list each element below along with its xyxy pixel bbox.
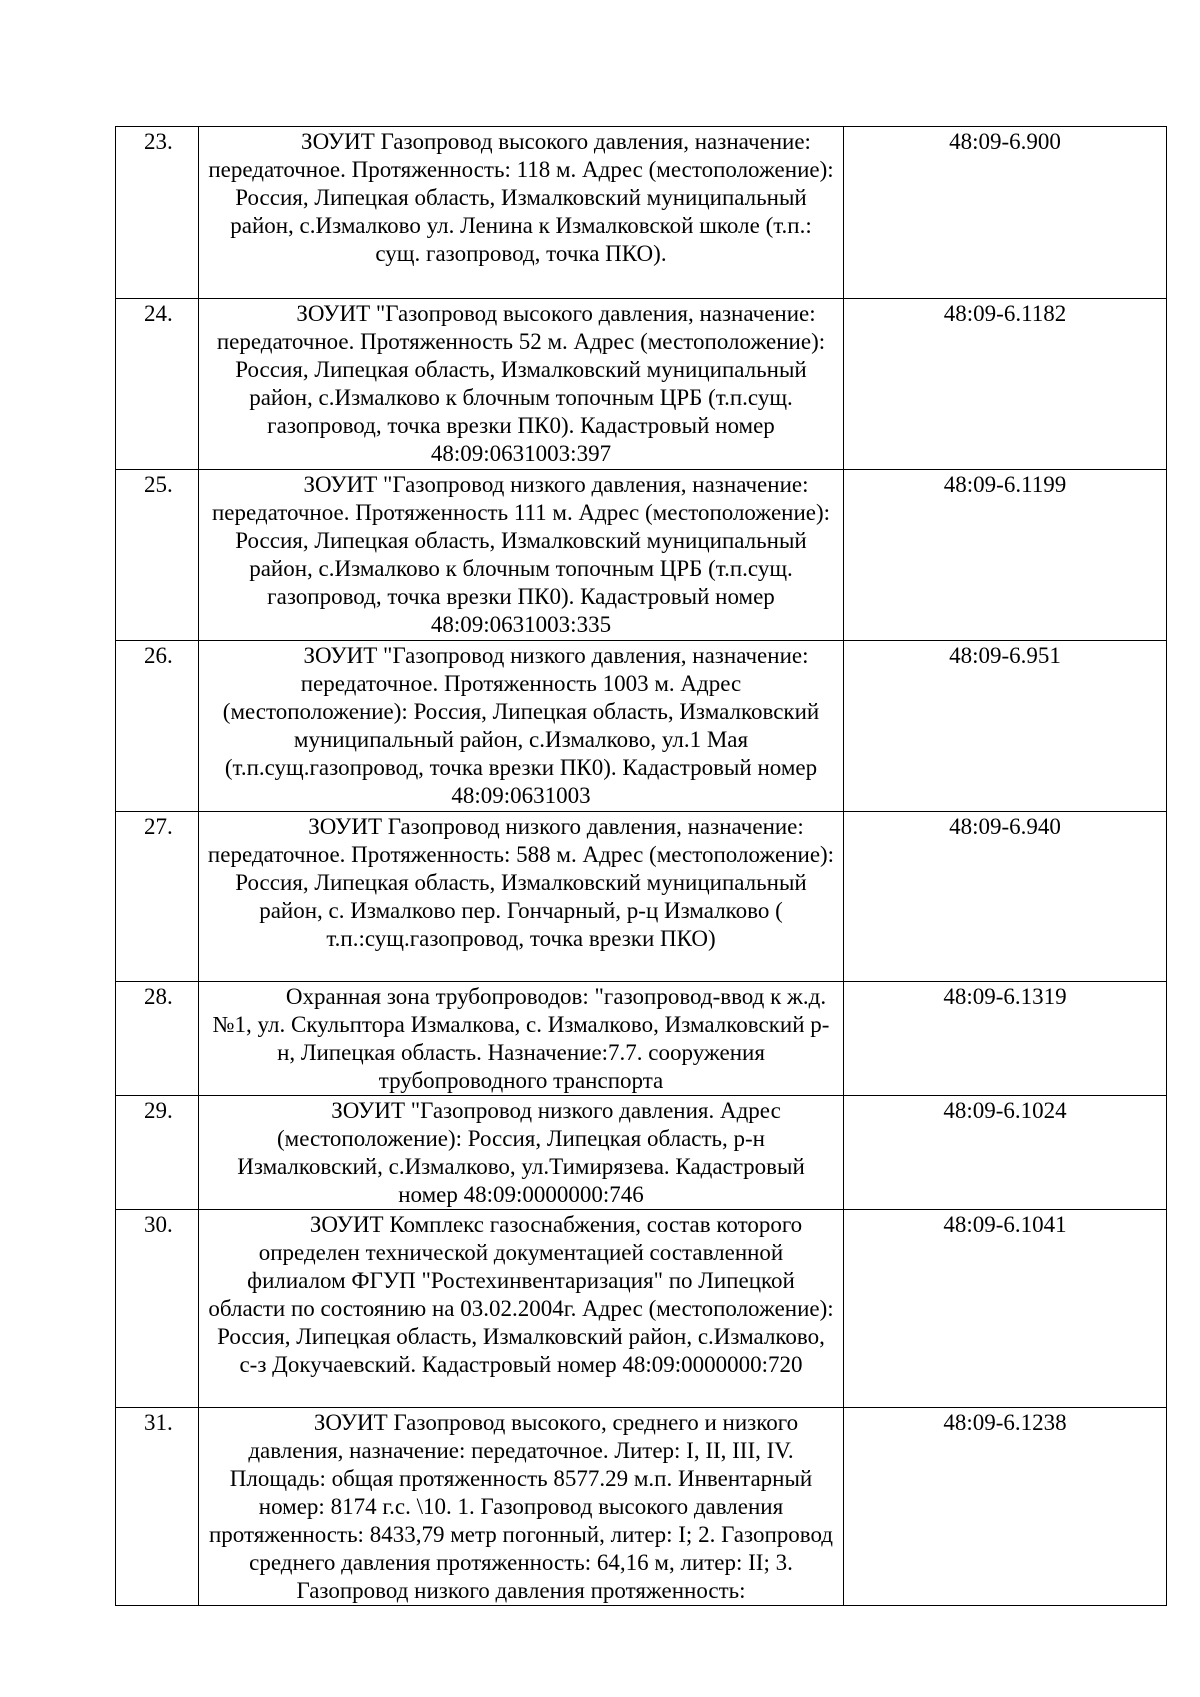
- row-number: 30.: [116, 1210, 199, 1408]
- row-number: 25.: [116, 470, 199, 641]
- row-description: ЗОУИТ Комплекс газоснабжения, состав которого определен технической документацией составленной филиалом ФГУП "Ростехинвентаризация" по Липецкой области по состоянию на 03.02.2004г. Адрес (местоположение): Россия, Липецкая область, Измалковский район, с.Измалково, с-з Докучаевский. Кадастровый номер 48:09:0000000:720: [199, 1210, 844, 1408]
- row-description: ЗОУИТ "Газопровод низкого давления, назначение: передаточное. Протяженность 111 м. Адрес (местоположение): Россия, Липецкая область, Измалковский муниципальный район, с.Измалково к блочным топочным ЦРБ (т.п.сущ. газопровод, точка врезки ПК0). Кадастровый номер 48:09:0631003:335: [199, 470, 844, 641]
- zones-table: [115, 126, 1167, 1606]
- table-row: [116, 812, 1167, 982]
- row-number: 24.: [116, 299, 199, 470]
- row-description: ЗОУИТ "Газопровод высокого давления, назначение: передаточное. Протяженность 52 м. Адрес (местоположение): Россия, Липецкая область, Измалковский муниципальный район, с.Измалково к блочным топочным ЦРБ (т.п.сущ. газопровод, точка врезки ПК0). Кадастровый номер 48:09:0631003:397: [199, 299, 844, 470]
- row-description: ЗОУИТ Газопровод низкого давления, назначение: передаточное. Протяженность: 588 м. Адрес (местоположение): Россия, Липецкая область, Измалковский муниципальный район, с. Измалково пер. Гончарный, р-ц Измалково ( т.п.:сущ.газопровод, точка врезки ПКО): [199, 812, 844, 982]
- row-description: ЗОУИТ "Газопровод низкого давления. Адрес (местоположение): Россия, Липецкая область, р-н Измалковский, с.Измалково, ул.Тимирязева. Кадастровый номер 48:09:0000000:746: [199, 1096, 844, 1210]
- table-row: [116, 1210, 1167, 1408]
- row-number: 28.: [116, 982, 199, 1096]
- table-row: [116, 1096, 1167, 1210]
- row-code: 48:09-6.1199: [844, 470, 1167, 641]
- row-code: 48:09-6.1182: [844, 299, 1167, 470]
- row-code: 48:09-6.1319: [844, 982, 1167, 1096]
- row-description: Охранная зона трубопроводов: "газопровод-ввод к ж.д.№1, ул. Скульптора Измалкова, с. Измалково, Измалковский р-н, Липецкая область. Назначение:7.7. сооружения трубопроводного транспорта: [199, 982, 844, 1096]
- row-number: 23.: [116, 127, 199, 299]
- row-description: ЗОУИТ "Газопровод низкого давления, назначение: передаточное. Протяженность 1003 м. Адрес (местоположение): Россия, Липецкая область, Измалковский муниципальный район, с.Измалково, ул.1 Мая (т.п.сущ.газопровод, точка врезки ПК0). Кадастровый номер 48:09:0631003: [199, 641, 844, 812]
- row-number: 26.: [116, 641, 199, 812]
- table-row: [116, 641, 1167, 812]
- row-number: 27.: [116, 812, 199, 982]
- row-number: 31.: [116, 1408, 199, 1606]
- table-row: [116, 127, 1167, 299]
- zones-table-body: [116, 127, 1167, 1606]
- table-row: [116, 1408, 1167, 1606]
- row-code: 48:09-6.1024: [844, 1096, 1167, 1210]
- table-row: [116, 470, 1167, 641]
- row-description: ЗОУИТ Газопровод высокого давления, назначение: передаточное. Протяженность: 118 м. Адрес (местоположение): Россия, Липецкая область, Измалковский муниципальный район, с.Измалково ул. Ленина к Измалковской школе (т.п.: сущ. газопровод, точка ПКО).: [199, 127, 844, 299]
- row-description: ЗОУИТ Газопровод высокого, среднего и низкого давления, назначение: передаточное. Литер: I, II, III, IV. Площадь: общая протяженность 8577.29 м.п. Инвентарный номер: 8174 г.с. \10. 1. Газопровод высокого давления протяженность: 8433,79 метр погонный, литер: I; 2. Газопровод среднего давления протяженность: 64,16 м, литер: II; 3. Газопровод низкого давления протяженность:: [199, 1408, 844, 1606]
- row-code: 48:09-6.1238: [844, 1408, 1167, 1606]
- row-code: 48:09-6.1041: [844, 1210, 1167, 1408]
- table-row: [116, 982, 1167, 1096]
- table-row: [116, 299, 1167, 470]
- row-number: 29.: [116, 1096, 199, 1210]
- row-code: 48:09-6.900: [844, 127, 1167, 299]
- row-code: 48:09-6.951: [844, 641, 1167, 812]
- row-code: 48:09-6.940: [844, 812, 1167, 982]
